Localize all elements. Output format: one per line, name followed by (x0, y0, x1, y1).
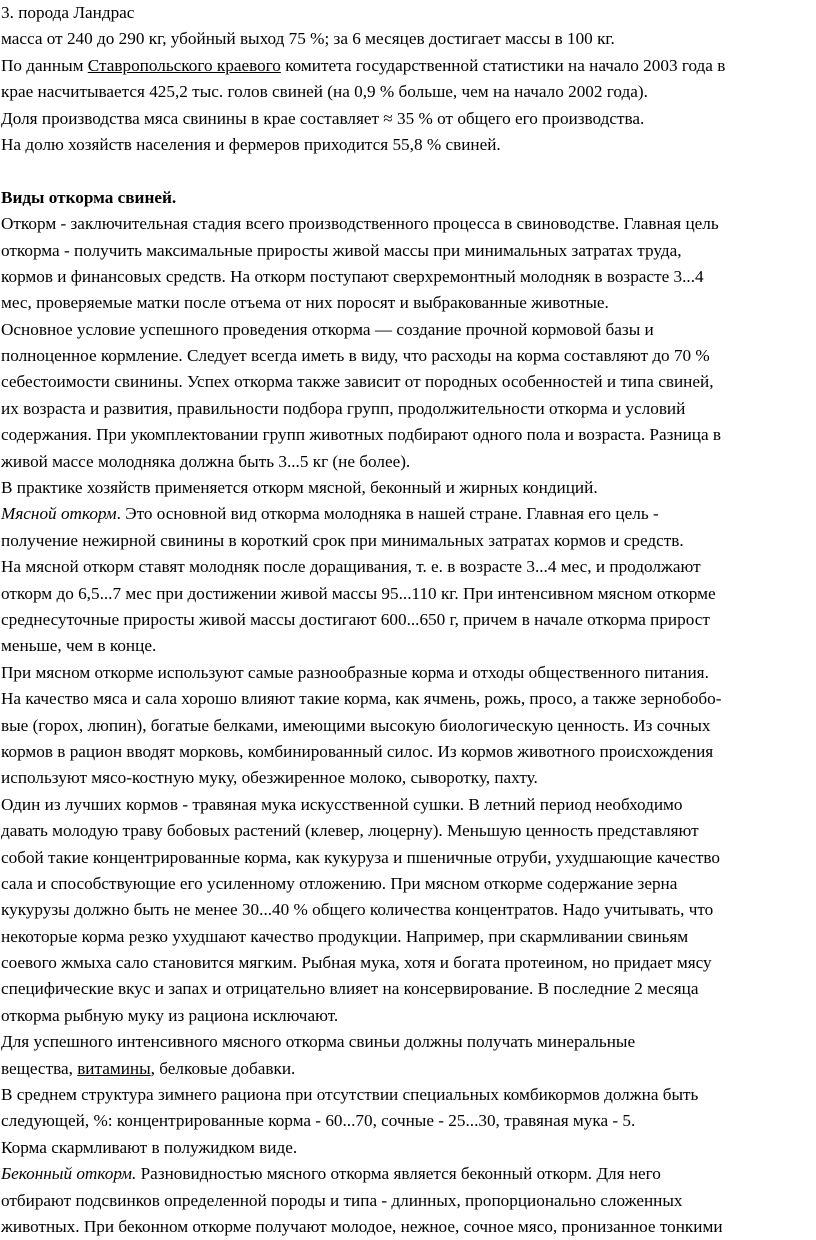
text-line: соевого жмыха сало становится мягким. Рыбная мука, хотя и богата протеином, но придает мясу (1, 953, 712, 973)
text-line: живой массе молодняка должна быть 3...5 кг (не более). (1, 451, 411, 471)
text-line: некоторые корма резко ухудшают качество продукции. Например, при скармливании свиньям (1, 926, 689, 946)
bacon-fattening-term: Беконный откорм. (1, 1164, 137, 1184)
text-line: мес, проверяемые матки после отъема от них поросят и выбракованные животные. (1, 293, 609, 313)
vitamins-link[interactable]: витамины (77, 1058, 151, 1078)
text-line: специфические вкус и запах и отрицательно влияет на консервирование. В последние 2 месяца (1, 979, 699, 999)
text-line: содержания. При укомплектовании групп животных подбирают одного пола и возраста. Разница в (1, 425, 722, 445)
text-line: себестоимости свинины. Успех откорма также зависит от породных особенностей и типа свиней, (1, 372, 714, 392)
text-line: Один из лучших кормов - травяная мука искусственной сушки. В летний период необходимо (1, 794, 683, 814)
text-line: На качество мяса и сала хорошо влияют такие корма, как ячмень, рожь, просо, а также зернобобо- (1, 689, 722, 709)
text-line: Основное условие успешного проведения откорма — создание прочной кормовой базы и (1, 319, 654, 339)
text-line: кукурузы должно быть не менее 30...40 % общего количества концентратов. Надо учитывать, что (1, 900, 714, 920)
text-line: животных. При беконном откорме получают молодое, нежное, сочное мясо, пронизанное тонкими (1, 1216, 723, 1236)
text-line: следующей, %: концентрированные корма - 60...70, сочные - 25...30, травяная мука - 5. (1, 1111, 636, 1131)
breed-title: 3. порода Ландрас (1, 3, 135, 22)
text-line: Мясной откорм. Это основной вид откорма молодняка в нашей стране. Главная его цель - (1, 504, 659, 524)
text-line: Откорм - заключительная стадия всего производственного процесса в свиноводстве. Главная цель (1, 214, 719, 234)
text-line: откорм до 6,5...7 мес при достижении живой массы 95...110 кг. При интенсивном мясном откорме (1, 583, 716, 603)
text-line: кормов и финансовых средств. На откорм поступают сверхремонтный молодняк в возрасте 3...4 (1, 266, 704, 286)
text-line: На мясной откорм ставят молодняк после доращивания, т. е. в возрасте 3...4 мес, и продолжают (1, 557, 701, 577)
stavropol-link[interactable]: Ставропольского краевого (87, 55, 281, 75)
text-line: На долю хозяйств населения и фермеров приходится 55,8 % свиней. (1, 134, 501, 154)
meat-fattening-term: Мясной откорм (1, 504, 117, 524)
text-line: При мясном откорме используют самые разнообразные корма и отходы общественного питания. (1, 662, 709, 682)
text-line: получение нежирной свинины в короткий срок при минимальных затратах кормов и средств. (1, 530, 684, 550)
text-line: собой такие концентрированные корма, как кукуруза и пшеничные отруби, ухудшающие качество (1, 847, 721, 867)
text-line: меньше, чем в конце. (1, 636, 157, 656)
text-line: отбирают подсвинков определенной породы и типа - длинных, пропорционально сложенных (1, 1190, 683, 1210)
text-line: масса от 240 до 290 кг, убойный выход 75 %; за 6 месяцев достигает массы в 100 кг. (1, 29, 615, 49)
text-line: В среднем структура зимнего рациона при отсутствии специальных комбикормов должна быть (1, 1085, 699, 1105)
text-line: Беконный откорм. Разновидностью мясного откорма является беконный откорм. Для него (1, 1164, 661, 1184)
text-line: кормов в рацион вводят морковь, комбинированный силос. Из кормов животного происхождения (1, 741, 714, 761)
text-line: По данным Ставропольского краевого комитета государственной статистики на начало 2003 года в (1, 55, 726, 75)
text-line: сала и способствующие его усиленному отложению. При мясном откорме содержание зерна (1, 873, 678, 893)
text-line: полноценное кормление. Следует всегда иметь в виду, что расходы на корма составляют до 70 % (1, 346, 710, 366)
text-line: среднесуточные приросты живой массы достигают 600...650 г, причем в начале откорма прирост (1, 609, 710, 629)
text-line: используют мясо-костную муку, обезжиренное молоко, сыворотку, пахту. (1, 768, 538, 788)
text-line: их возраста и развития, правильности подбора групп, продолжительности откорма и условий (1, 398, 686, 418)
text-line: откорма - получить максимальные приросты живой массы при минимальных затратах труда, (1, 240, 682, 260)
text-line: откорма рыбную муку из рациона исключают. (1, 1005, 339, 1025)
text-line: вещества, витамины, белковые добавки. (1, 1058, 296, 1078)
text-line: Для успешного интенсивного мясного откорма свиньи должны получать минеральные (1, 1032, 636, 1052)
text-line: вые (горох, люпин), богатые белками, имеющими высокую биологическую ценность. Из сочных (1, 715, 711, 735)
text-line: В практике хозяйств применяется откорм мясной, беконный и жирных кондиций. (1, 478, 598, 498)
text-line: Доля производства мяса свинины в крае составляет ≈ 35 % от общего его производства. (1, 108, 645, 128)
section-heading: Виды откорма свиней. (1, 187, 177, 207)
text-line: крае насчитывается 425,2 тыс. голов свиней (на 0,9 % больше, чем на начало 2002 года). (1, 82, 648, 102)
blank-line (1, 158, 816, 184)
text-line: давать молодую траву бобовых растений (клевер, люцерну). Меньшую ценность представляют (1, 821, 699, 841)
text-line: Корма скармливают в полужидком виде. (1, 1137, 298, 1157)
